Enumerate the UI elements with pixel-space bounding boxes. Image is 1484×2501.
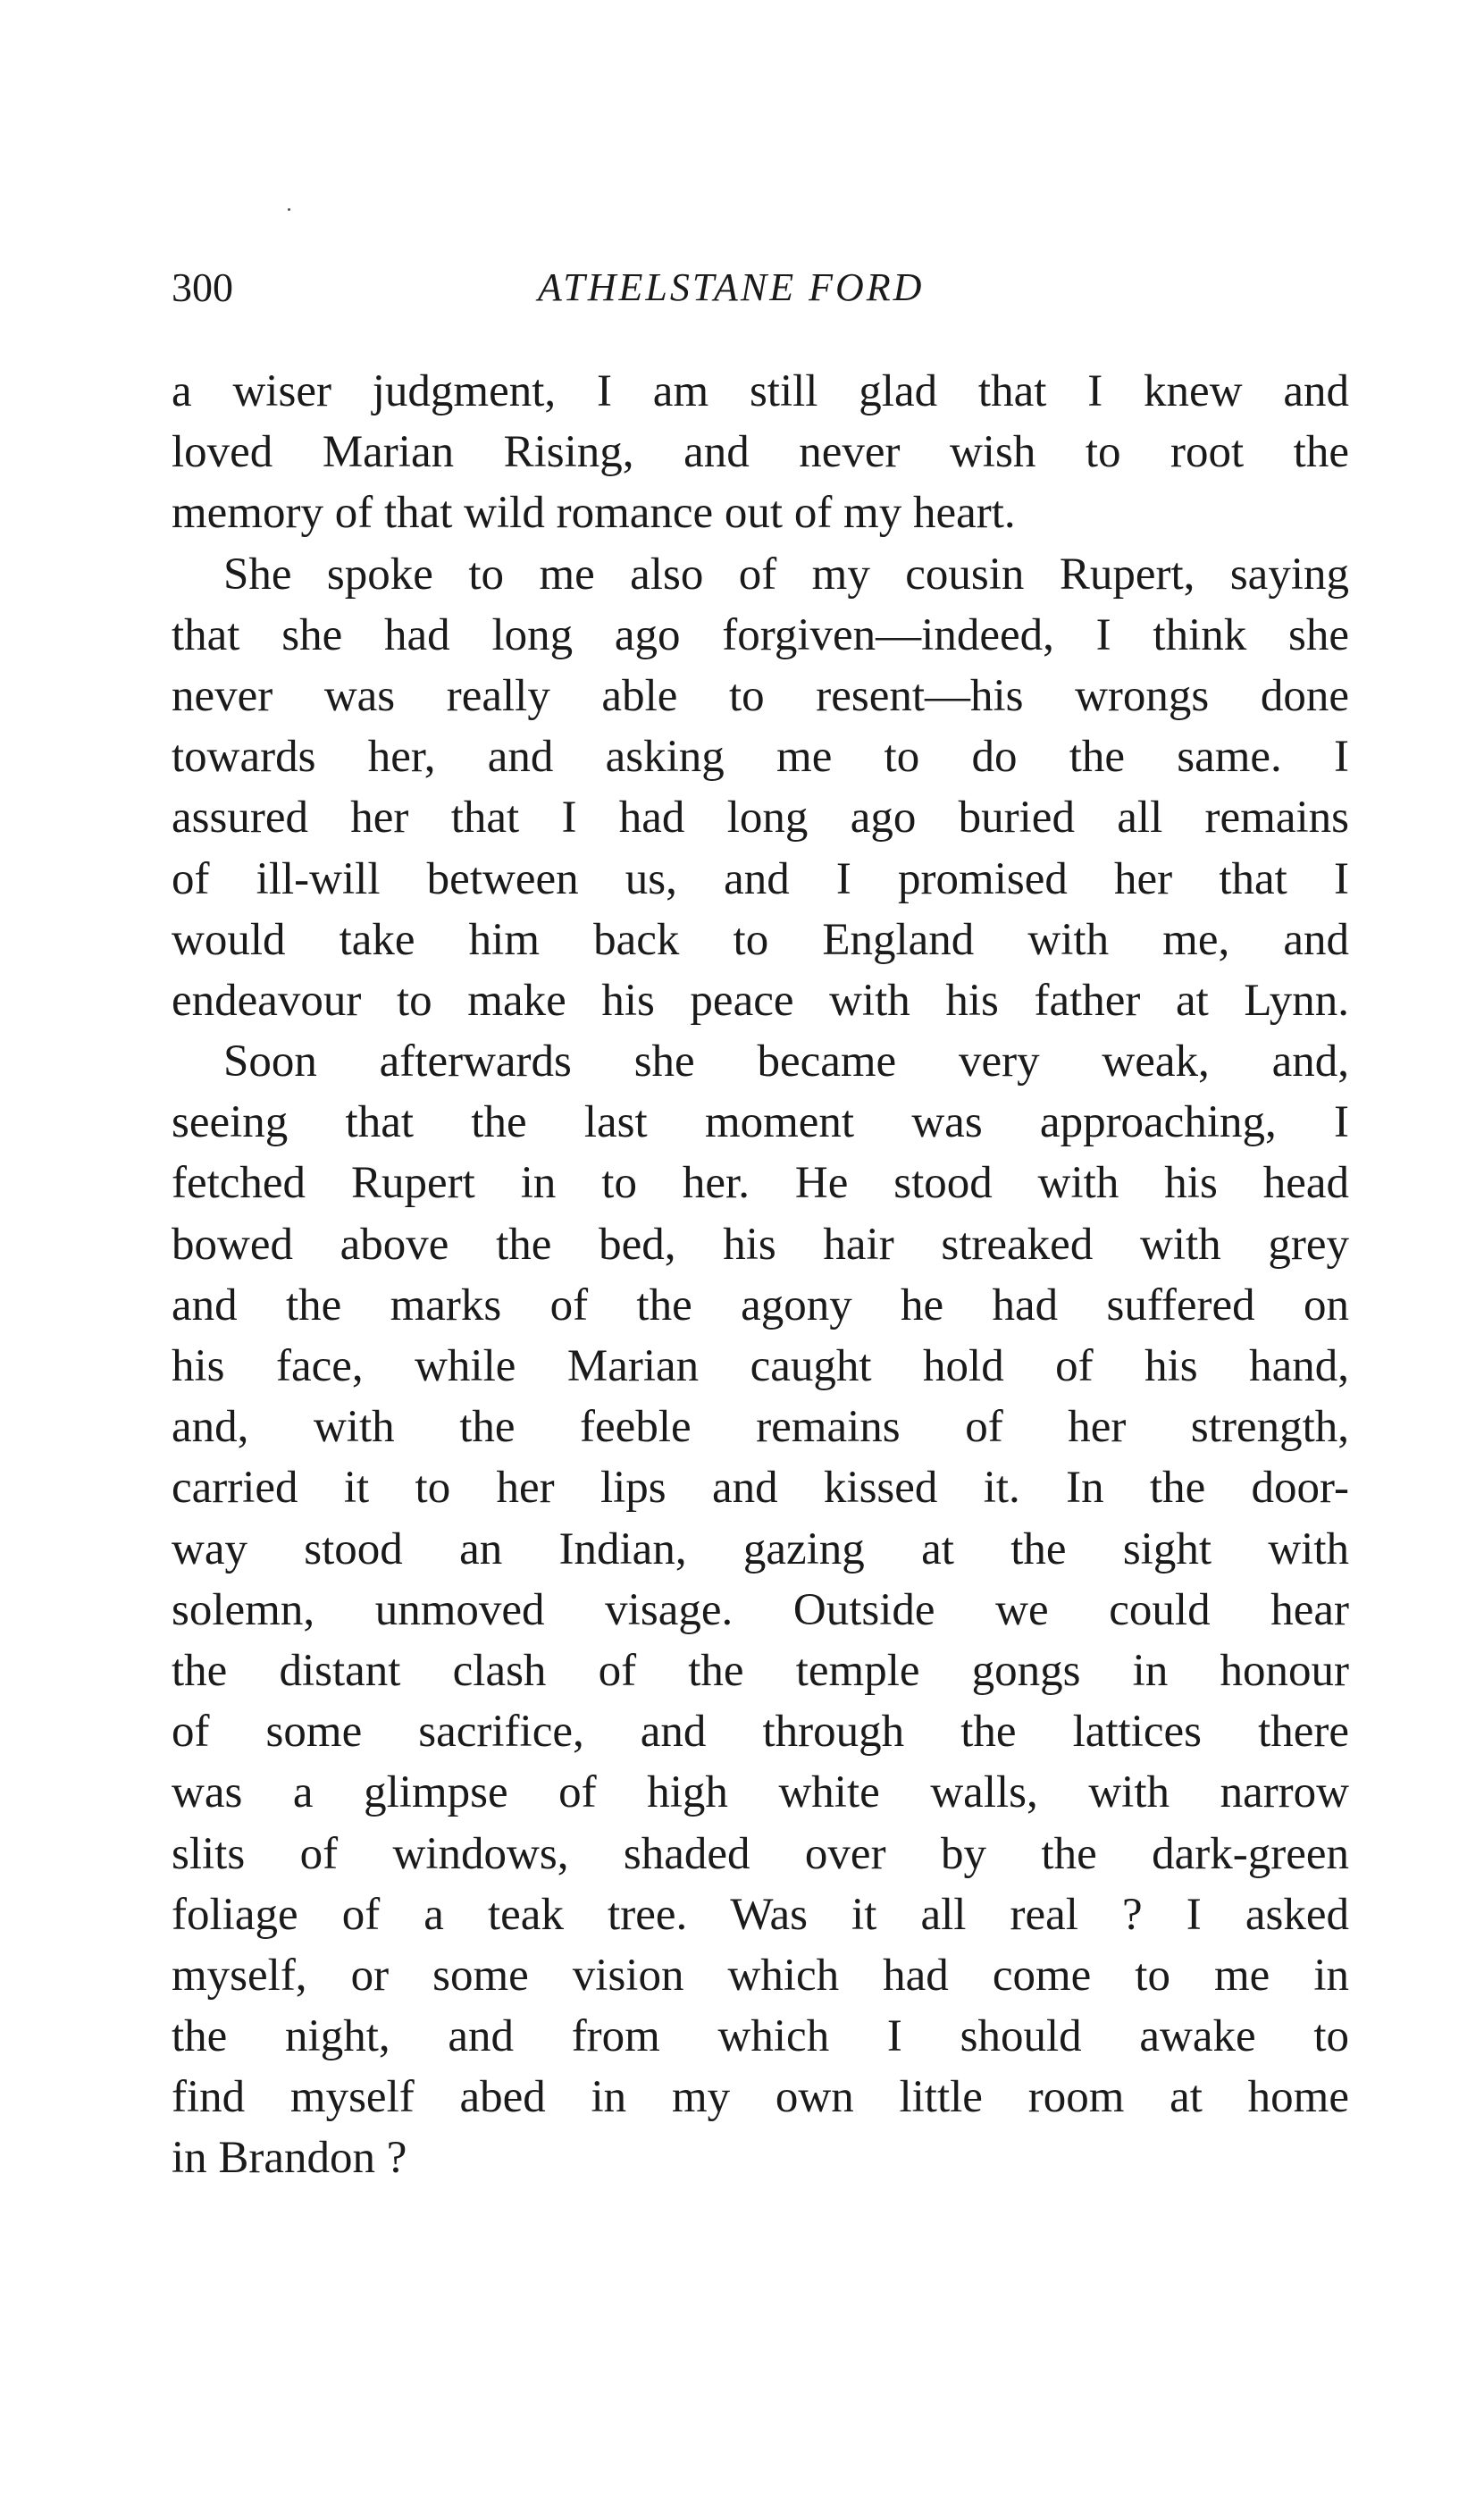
text-line: memory of that wild romance out of my heart. bbox=[172, 488, 1016, 539]
text-line: endeavour to make his peace with his father at Lynn. bbox=[172, 975, 1349, 1026]
text-line: and, with the feeble remains of her strength, bbox=[172, 1402, 1349, 1453]
body-text bbox=[172, 361, 1349, 2189]
text-line: slits of windows, shaded over by the dark-green bbox=[172, 1828, 1349, 1879]
text-line: of some sacrifice, and through the lattices there bbox=[172, 1707, 1349, 1758]
running-title: ATHELSTANE FORD bbox=[538, 265, 925, 309]
text-line: solemn, unmoved visage. Outside we could hear bbox=[172, 1584, 1349, 1635]
text-line: that she had long ago forgiven—indeed, I think she bbox=[172, 609, 1349, 660]
text-line: carried it to her lips and kissed it. In the door- bbox=[172, 1463, 1349, 1514]
text-line: was a glimpse of high white walls, with narrow bbox=[172, 1767, 1349, 1818]
text-line: of ill-will between us, and I promised her that I bbox=[172, 853, 1349, 904]
text-line: way stood an Indian, gazing at the sight with bbox=[172, 1523, 1349, 1574]
text-line: his face, while Marian caught hold of his hand, bbox=[172, 1341, 1349, 1391]
text-line: would take him back to England with me, and bbox=[172, 914, 1349, 965]
text-line: in Brandon ? bbox=[172, 2133, 407, 2184]
text-line: Soon afterwards she became very weak, and, bbox=[223, 1036, 1349, 1087]
text-line: the night, and from which I should awake to bbox=[172, 2011, 1349, 2062]
text-line: loved Marian Rising, and never wish to root the bbox=[172, 427, 1349, 478]
text-line: fetched Rupert in to her. He stood with his head bbox=[172, 1158, 1349, 1209]
text-line: never was really able to resent—his wrongs done bbox=[172, 670, 1349, 721]
text-line: the distant clash of the temple gongs in honour bbox=[172, 1645, 1349, 1696]
text-line: towards her, and asking me to do the same. I bbox=[172, 732, 1349, 783]
text-line: bowed above the bed, his hair streaked with grey bbox=[172, 1219, 1349, 1270]
page-number: 300 bbox=[172, 264, 233, 310]
text-line: foliage of a teak tree. Was it all real ? I asked bbox=[172, 1889, 1349, 1940]
print-speck bbox=[288, 208, 290, 211]
text-line: seeing that the last moment was approaching, I bbox=[172, 1097, 1349, 1148]
running-head bbox=[172, 261, 1351, 315]
text-line: find myself abed in my own little room at home bbox=[172, 2072, 1349, 2123]
text-line: a wiser judgment, I am still glad that I knew and bbox=[172, 366, 1349, 416]
text-line: assured her that I had long ago buried all remains bbox=[172, 793, 1349, 843]
text-line: She spoke to me also of my cousin Rupert, saying bbox=[223, 549, 1349, 600]
text-line: myself, or some vision which had come to me in bbox=[172, 1950, 1349, 2001]
text-line: and the marks of the agony he had suffered on bbox=[172, 1280, 1349, 1330]
